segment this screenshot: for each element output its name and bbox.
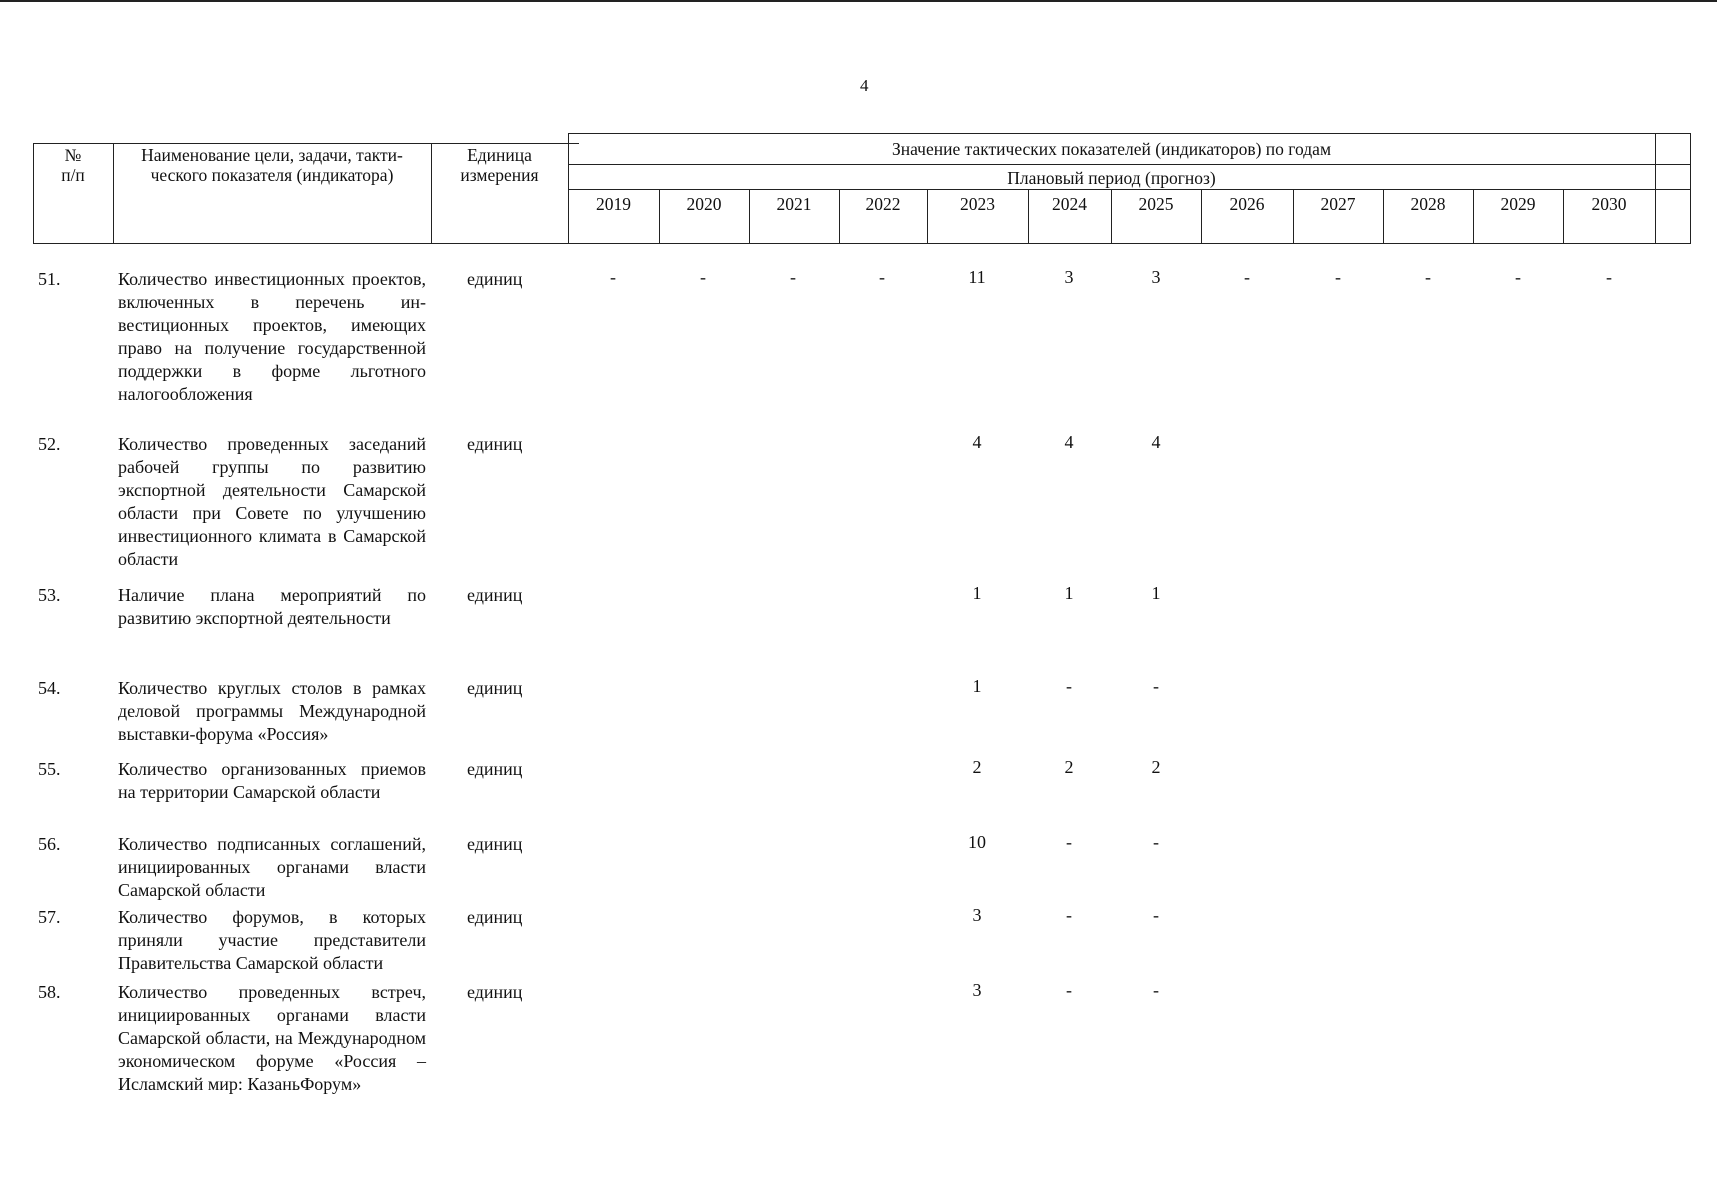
row-number: 52.: [38, 434, 61, 454]
unit-of-measure: единиц: [467, 834, 523, 854]
value-2023: 10: [968, 832, 986, 852]
row-number: 53.: [38, 585, 61, 605]
value-2022: -: [879, 267, 885, 287]
indicator-name: Количество проведенных заседаний рабочей группы по развитию экспортной деятельности Самарской области при Совете по улучшению инвестиционного климата в Самарской области: [118, 434, 426, 569]
value-2021: -: [790, 267, 796, 287]
value-2025: -: [1153, 832, 1159, 852]
unit-of-measure: единиц: [467, 678, 523, 698]
header-name-line1: Наименование цели, задачи, такти-: [141, 145, 403, 165]
year-2029: 2029: [1500, 194, 1536, 214]
value-2024: 4: [1064, 432, 1074, 452]
value-2023: 3: [972, 905, 982, 925]
year-2020: 2020: [686, 194, 722, 214]
value-2025: 4: [1151, 432, 1161, 452]
value-2029: -: [1515, 267, 1521, 287]
indicator-name: Количество форумов, в которых приняли участие представители Правительства Самарской области: [118, 907, 426, 973]
value-2026: -: [1244, 267, 1250, 287]
value-2024: -: [1066, 905, 1072, 925]
year-2028: 2028: [1410, 194, 1446, 214]
value-2030: -: [1606, 267, 1612, 287]
row-number: 54.: [38, 678, 61, 698]
value-2024: -: [1066, 832, 1072, 852]
value-2023: 1: [972, 583, 982, 603]
value-2024: 2: [1064, 757, 1074, 777]
header-name-line2: ческого показателя (индикатора): [150, 165, 394, 185]
year-2022: 2022: [865, 194, 901, 214]
year-2030: 2030: [1591, 194, 1627, 214]
indicator-name: Количество проведенных встреч, инициированных органами власти Самарской области, на Международном экономическом форуме «Россия – Исламский мир: КазаньФорум»: [118, 982, 426, 1094]
header-num-line2: п/п: [61, 165, 85, 185]
value-2024: -: [1066, 980, 1072, 1000]
value-2027: -: [1335, 267, 1341, 287]
row-number: 56.: [38, 834, 61, 854]
value-2024: 1: [1064, 583, 1074, 603]
value-2028: -: [1425, 267, 1431, 287]
header-plan-title: Плановый период (прогноз): [1007, 168, 1216, 188]
row-number: 55.: [38, 759, 61, 779]
year-2021: 2021: [776, 194, 812, 214]
year-2023: 2023: [960, 194, 995, 214]
value-2025: 2: [1151, 757, 1161, 777]
value-2023: 11: [968, 267, 986, 287]
header-unit-line1: Единица: [467, 145, 532, 165]
value-2023: 4: [972, 432, 982, 452]
value-2025: 3: [1151, 267, 1161, 287]
row-number: 57.: [38, 907, 61, 927]
unit-of-measure: единиц: [467, 269, 523, 289]
year-2025: 2025: [1138, 194, 1174, 214]
value-2023: 1: [972, 676, 982, 696]
unit-of-measure: единиц: [467, 434, 523, 454]
header-values-title: Значение тактических показателей (индикаторов) по годам: [891, 139, 1332, 159]
indicator-name: Количество подписанных соглашений, инициированных органами власти Самарской области: [118, 834, 426, 900]
value-2025: 1: [1151, 583, 1161, 603]
row-number: 51.: [38, 269, 61, 289]
year-2019: 2019: [596, 194, 631, 214]
value-2025: -: [1153, 980, 1159, 1000]
header-num-line1: №: [64, 145, 82, 165]
unit-of-measure: единиц: [467, 759, 523, 779]
year-2026: 2026: [1229, 194, 1265, 214]
value-2020: -: [700, 267, 706, 287]
unit-of-measure: единиц: [467, 907, 523, 927]
value-2023: 3: [972, 980, 982, 1000]
unit-of-measure: единиц: [467, 982, 523, 1002]
page-number: 4: [860, 76, 869, 95]
indicator-name: Количество организованных приемов на территории Самарской области: [118, 759, 426, 802]
header-unit-line2: измерения: [460, 165, 539, 185]
year-2027: 2027: [1320, 194, 1356, 214]
year-2024: 2024: [1052, 194, 1087, 214]
value-2019: -: [610, 267, 616, 287]
indicator-name: Количество круглых столов в рамках деловой программы Международной выставки-форума «Россия»: [118, 678, 426, 744]
value-2024: 3: [1064, 267, 1074, 287]
row-number: 58.: [38, 982, 61, 1002]
value-2025: -: [1153, 905, 1159, 925]
unit-of-measure: единиц: [467, 585, 523, 605]
value-2025: -: [1153, 676, 1159, 696]
value-2023: 2: [972, 757, 982, 777]
indicator-name: Наличие плана мероприятий по развитию экспортной деятельности: [118, 585, 426, 628]
indicator-name: Количество инвестиционных проектов, включенных в перечень инвестиционных проектов, имеющих право на получение государственной поддержки в форме льготного налогообложения: [118, 269, 426, 404]
value-2024: -: [1066, 676, 1072, 696]
